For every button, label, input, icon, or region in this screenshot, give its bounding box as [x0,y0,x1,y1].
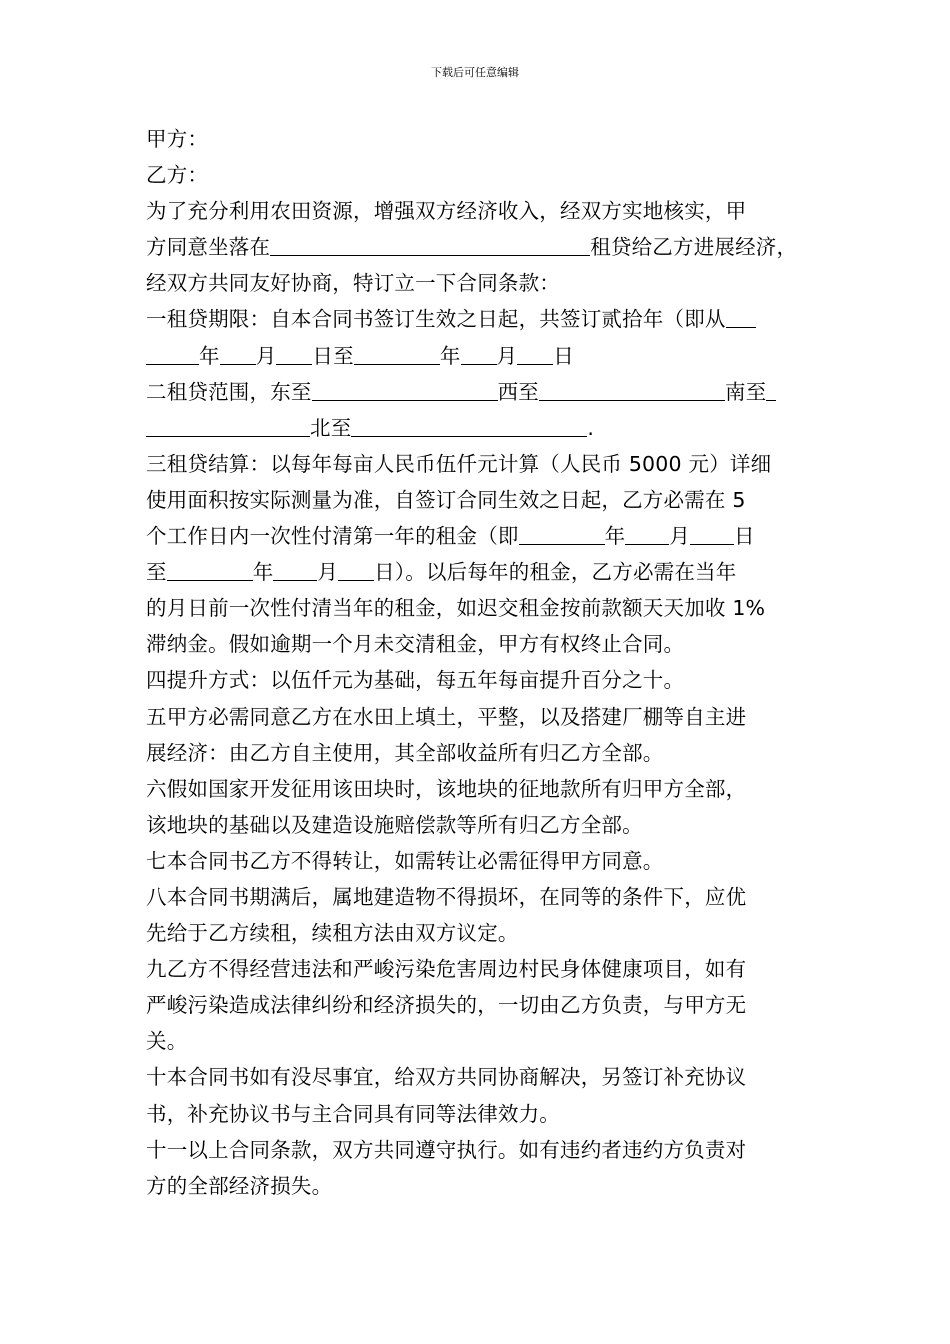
line-settle-2: 使用面积按实际测量为准，自签订合同生效之日起，乙方必需在 5 [146,487,746,512]
line-increase: 四提升方式：以伍仟元为基础，每五年每亩提升百分之十。 [146,668,685,693]
line-settle-1: 三租贷结算：以每年每亩人民币伍仟元计算（人民币 5000 元）详细 [146,451,772,476]
blank-end-month[interactable] [461,340,497,365]
line-clause6-2: 该地块的基础以及建造设施赔偿款等所有归乙方全部。 [146,812,643,837]
line-clause9-1: 九乙方不得经营违法和严峻污染危害周边村民身体健康项目，如有 [146,957,747,982]
line-clause8-1: 八本合同书期满后，属地建造物不得损坏，在同等的条件下，应优 [146,884,747,909]
blank-start-day[interactable] [276,340,312,365]
line-party-b: 乙方： [146,163,209,188]
blank-north[interactable] [351,412,587,437]
blank-first-rent-end-month[interactable] [273,556,317,581]
line-term-1: 一租贷期限：自本合同书签订生效之日起，共签订贰拾年（即从 [146,301,816,337]
blank-end-day[interactable] [517,340,553,365]
blank-first-rent-year[interactable] [519,520,605,545]
blank-west[interactable] [539,376,725,401]
line-clause11-2: 方的全部经济损失。 [146,1173,333,1198]
blank-location[interactable] [270,231,590,256]
line-clause11-1: 十一以上合同条款，双方共同遵守执行。如有违约者违约方负责对 [146,1137,747,1162]
blank-south-a[interactable] [766,376,776,401]
line-settle-3: 个工作日内一次性付清第一年的租金（即 年 月 日 [146,518,816,554]
line-clause5-1: 五甲方必需同意乙方在水田上填土，平整，以及搭建厂棚等自主进 [146,704,747,729]
line-clause9-3: 关。 [146,1029,188,1054]
line-settle-6: 滞纳金。假如逾期一个月未交清租金，甲方有权终止合同。 [146,632,685,657]
line-party-a: 甲方： [146,127,209,151]
blank-east[interactable] [312,376,498,401]
line-clause6-1: 六假如国家开发征用该田块时，该地块的征地款所有归甲方全部， [146,776,747,801]
line-settle-4: 至 年 月 日）。以后每年的租金，乙方必需在当年 [146,554,816,590]
line-clause8-2: 先给于乙方续租，续租方法由双方议定。 [146,921,519,946]
line-clause5-2: 展经济：由乙方自主使用，其全部收益所有归乙方全部。 [146,740,664,765]
page-header: 下载后可任意编辑 [431,66,519,79]
line-settle-5: 的月日前一次性付清当年的租金，如迟交租金按前款额天天加收 1% [146,596,766,621]
blank-first-rent-day[interactable] [690,520,734,545]
line-intro-1: 为了充分利用农田资源，增强双方经济收入，经双方实地核实，甲 [146,199,747,224]
blank-first-rent-end-year[interactable] [167,556,253,581]
line-range-2: 北至 . [146,410,816,446]
blank-first-rent-end-day[interactable] [338,556,374,581]
blank-south-b[interactable] [146,412,310,437]
blank-first-rent-month[interactable] [625,520,669,545]
line-clause10-1: 十本合同书如有没尽事宜，给双方共同协商解决，另签订补充协议 [146,1065,747,1090]
blank-end-year[interactable] [354,340,440,365]
line-term-2: 年 月 日至 年 月 日 [146,338,816,374]
line-clause7: 七本合同书乙方不得转让，如需转让必需征得甲方同意。 [146,848,664,873]
blank-start-year-a[interactable] [726,303,756,328]
line-intro-3: 经双方共同友好协商，特订立一下合同条款： [146,271,560,296]
contract-body [146,121,816,1204]
line-clause9-2: 严峻污染造成法律纠纷和经济损失的，一切由乙方负责，与甲方无 [146,993,747,1018]
line-range-1: 二租贷范围，东至 西至 南至 [146,374,816,410]
blank-start-year-b[interactable] [146,340,199,365]
line-clause10-2: 书，补充协议书与主合同具有同等法律效力。 [146,1101,560,1126]
blank-start-month[interactable] [220,340,256,365]
line-intro-2: 方同意坐落在 租贷给乙方进展经济， [146,229,816,265]
